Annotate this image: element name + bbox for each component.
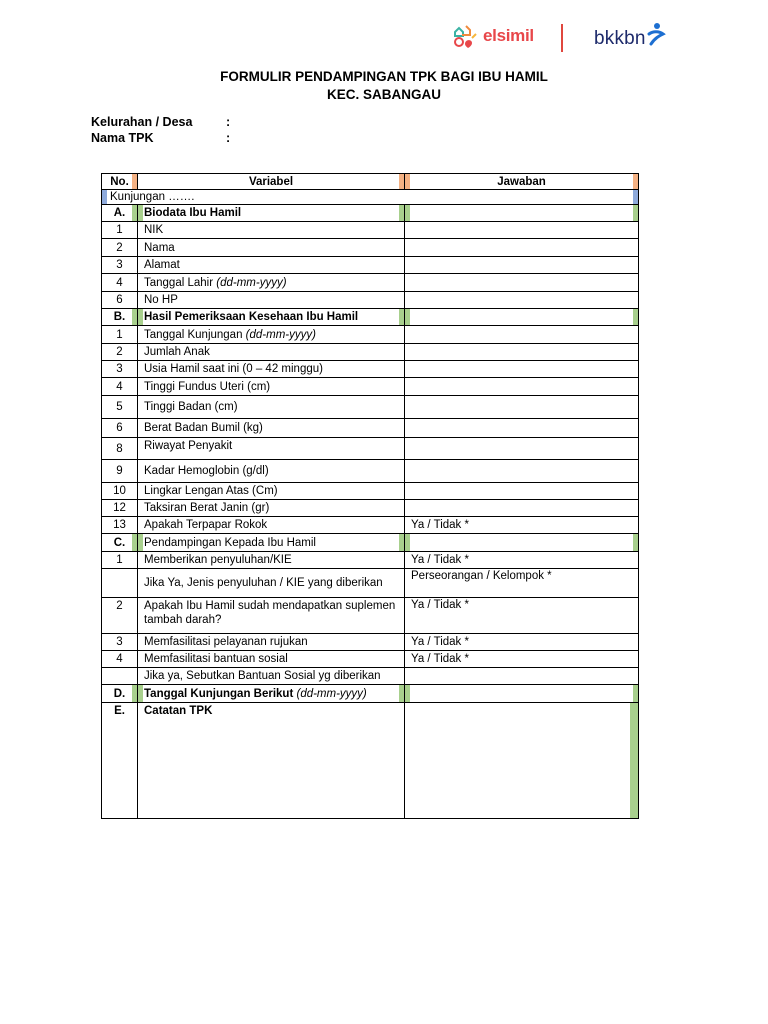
row-no: 6 — [102, 292, 138, 309]
row-label-text: Tanggal Lahir — [144, 276, 217, 289]
table-row — [102, 552, 639, 569]
row-label: Lingkar Lengan Atas (Cm) — [138, 483, 405, 500]
section-e-label: Catatan TPK — [138, 703, 405, 819]
row-label: Memberikan penyuluhan/KIE — [138, 552, 405, 569]
row-no: 2 — [102, 344, 138, 361]
meta-nama-tpk-label: Nama TPK — [91, 131, 154, 145]
row-label — [138, 326, 405, 344]
table-row — [102, 378, 639, 396]
row-no: 3 — [102, 257, 138, 274]
row-label: Kadar Hemoglobin (g/dl) — [138, 460, 405, 483]
row-no: 6 — [102, 419, 138, 438]
table-row — [102, 598, 639, 634]
section-c-label: Pendampingan Kepada Ibu Hamil — [138, 534, 405, 552]
row-label: Memfasilitasi bantuan sosial — [138, 651, 405, 668]
kunjungan-label: Kunjungan ……. — [102, 190, 639, 205]
row-no: 10 — [102, 483, 138, 500]
row-no — [102, 569, 138, 598]
answer-cell[interactable]: Perseorangan / Kelompok * — [405, 569, 639, 598]
section-d-answer[interactable] — [405, 685, 639, 703]
section-d-label — [138, 685, 405, 703]
answer-cell[interactable] — [405, 460, 639, 483]
row-no — [102, 668, 138, 685]
row-no: 1 — [102, 222, 138, 239]
section-a-row — [102, 205, 639, 222]
meta-kelurahan-label: Kelurahan / Desa — [91, 115, 193, 129]
logo-divider — [561, 24, 563, 52]
row-no: 5 — [102, 396, 138, 419]
row-label: Jumlah Anak — [138, 344, 405, 361]
answer-cell[interactable] — [405, 419, 639, 438]
meta-kelurahan-sep: : — [226, 115, 231, 129]
row-no: 1 — [102, 326, 138, 344]
row-label: Memfasilitasi pelayanan rujukan — [138, 634, 405, 651]
row-label: Tinggi Badan (cm) — [138, 396, 405, 419]
table-row — [102, 438, 639, 460]
answer-cell[interactable] — [405, 257, 639, 274]
section-d-no: D. — [102, 685, 138, 703]
answer-cell[interactable] — [405, 438, 639, 460]
row-label: No HP — [138, 292, 405, 309]
section-d-label-text: Tanggal Kunjungan Berikut — [144, 687, 297, 700]
row-label: Usia Hamil saat ini (0 – 42 minggu) — [138, 361, 405, 378]
catatan-tpk-field[interactable] — [405, 703, 639, 819]
section-a-answer[interactable] — [405, 205, 639, 222]
section-b-answer[interactable] — [405, 309, 639, 326]
table-row — [102, 517, 639, 534]
table-row — [102, 257, 639, 274]
table-header-row — [102, 174, 639, 190]
header-no: No. — [102, 174, 138, 190]
section-e-no: E. — [102, 703, 138, 819]
table-row — [102, 460, 639, 483]
bkkbn-logo-text: bkkbn — [594, 28, 646, 49]
row-label: Jika ya, Sebutkan Bantuan Sosial yg diberikan — [138, 668, 405, 685]
table-row — [102, 483, 639, 500]
answer-cell[interactable]: Ya / Tidak * — [405, 651, 639, 668]
section-b-label: Hasil Pemeriksaan Kesehaan Ibu Hamil — [138, 309, 405, 326]
answer-cell[interactable]: Ya / Tidak * — [405, 517, 639, 534]
elsimil-logo-text: elsimil — [483, 26, 534, 45]
section-d-label-format: (dd-mm-yyyy) — [296, 687, 367, 700]
bkkbn-logo-icon — [643, 22, 669, 48]
row-label: Apakah Terpapar Rokok — [138, 517, 405, 534]
answer-cell[interactable]: Ya / Tidak * — [405, 634, 639, 651]
row-no: 2 — [102, 598, 138, 634]
section-d-row — [102, 685, 639, 703]
row-label: Riwayat Penyakit — [138, 438, 405, 460]
answer-cell[interactable] — [405, 668, 639, 685]
row-no: 8 — [102, 438, 138, 460]
table-row — [102, 344, 639, 361]
answer-cell[interactable] — [405, 483, 639, 500]
section-a-label: Biodata Ibu Hamil — [138, 205, 405, 222]
section-c-answer[interactable] — [405, 534, 639, 552]
section-c-row — [102, 534, 639, 552]
row-no: 3 — [102, 634, 138, 651]
row-no: 4 — [102, 274, 138, 292]
row-label: Taksiran Berat Janin (gr) — [138, 500, 405, 517]
section-e-row — [102, 703, 639, 819]
header-jawaban: Jawaban — [405, 174, 639, 190]
table-row — [102, 222, 639, 239]
answer-cell[interactable] — [405, 274, 639, 292]
table-row — [102, 651, 639, 668]
elsimil-logo-icon — [452, 22, 480, 50]
row-label: Tinggi Fundus Uteri (cm) — [138, 378, 405, 396]
header-variabel: Variabel — [138, 174, 405, 190]
meta-nama-tpk — [91, 131, 230, 145]
table-row — [102, 274, 639, 292]
form-title — [0, 68, 768, 104]
form-title-line1: FORMULIR PENDAMPINGAN TPK BAGI IBU HAMIL — [220, 69, 548, 84]
table-row — [102, 634, 639, 651]
row-no: 9 — [102, 460, 138, 483]
row-label-format: (dd-mm-yyyy) — [245, 328, 316, 341]
row-label: Nama — [138, 239, 405, 257]
row-label: Berat Badan Bumil (kg) — [138, 419, 405, 438]
row-label-format: (dd-mm-yyyy) — [216, 276, 287, 289]
table-row — [102, 500, 639, 517]
answer-cell[interactable] — [405, 361, 639, 378]
row-no: 1 — [102, 552, 138, 569]
row-label — [138, 274, 405, 292]
meta-kelurahan — [91, 115, 230, 129]
row-label: NIK — [138, 222, 405, 239]
answer-cell[interactable] — [405, 326, 639, 344]
bkkbn-logo — [594, 22, 669, 50]
answer-cell[interactable] — [405, 292, 639, 309]
section-b-row — [102, 309, 639, 326]
answer-cell[interactable] — [405, 222, 639, 239]
answer-cell[interactable] — [405, 378, 639, 396]
answer-cell[interactable] — [405, 500, 639, 517]
row-label: Apakah Ibu Hamil sudah mendapatkan suplemen tambah darah? — [138, 598, 405, 634]
form-title-line2: KEC. SABANGAU — [326, 87, 441, 102]
answer-cell[interactable] — [405, 239, 639, 257]
row-label-text: Tanggal Kunjungan — [144, 328, 246, 341]
answer-cell[interactable] — [405, 344, 639, 361]
section-a-no: A. — [102, 205, 138, 222]
table-row — [102, 396, 639, 419]
table-row — [102, 326, 639, 344]
meta-nama-tpk-sep: : — [226, 131, 231, 145]
kunjungan-row — [102, 190, 639, 205]
table-row — [102, 361, 639, 378]
logo-bar — [452, 22, 692, 54]
row-no: 3 — [102, 361, 138, 378]
row-label: Alamat — [138, 257, 405, 274]
table-row — [102, 668, 639, 685]
section-c-no: C. — [102, 534, 138, 552]
row-no: 12 — [102, 500, 138, 517]
row-no: 4 — [102, 651, 138, 668]
table-row — [102, 292, 639, 309]
table-row — [102, 239, 639, 257]
row-label: Jika Ya, Jenis penyuluhan / KIE yang diberikan — [138, 569, 405, 598]
section-b-no: B. — [102, 309, 138, 326]
answer-cell[interactable]: Ya / Tidak * — [405, 598, 639, 634]
row-no: 13 — [102, 517, 138, 534]
table-row — [102, 419, 639, 438]
answer-cell[interactable] — [405, 396, 639, 419]
elsimil-logo — [452, 22, 534, 50]
row-no: 4 — [102, 378, 138, 396]
row-no: 2 — [102, 239, 138, 257]
answer-cell[interactable]: Ya / Tidak * — [405, 552, 639, 569]
table-row — [102, 569, 639, 598]
form-table — [101, 173, 639, 819]
